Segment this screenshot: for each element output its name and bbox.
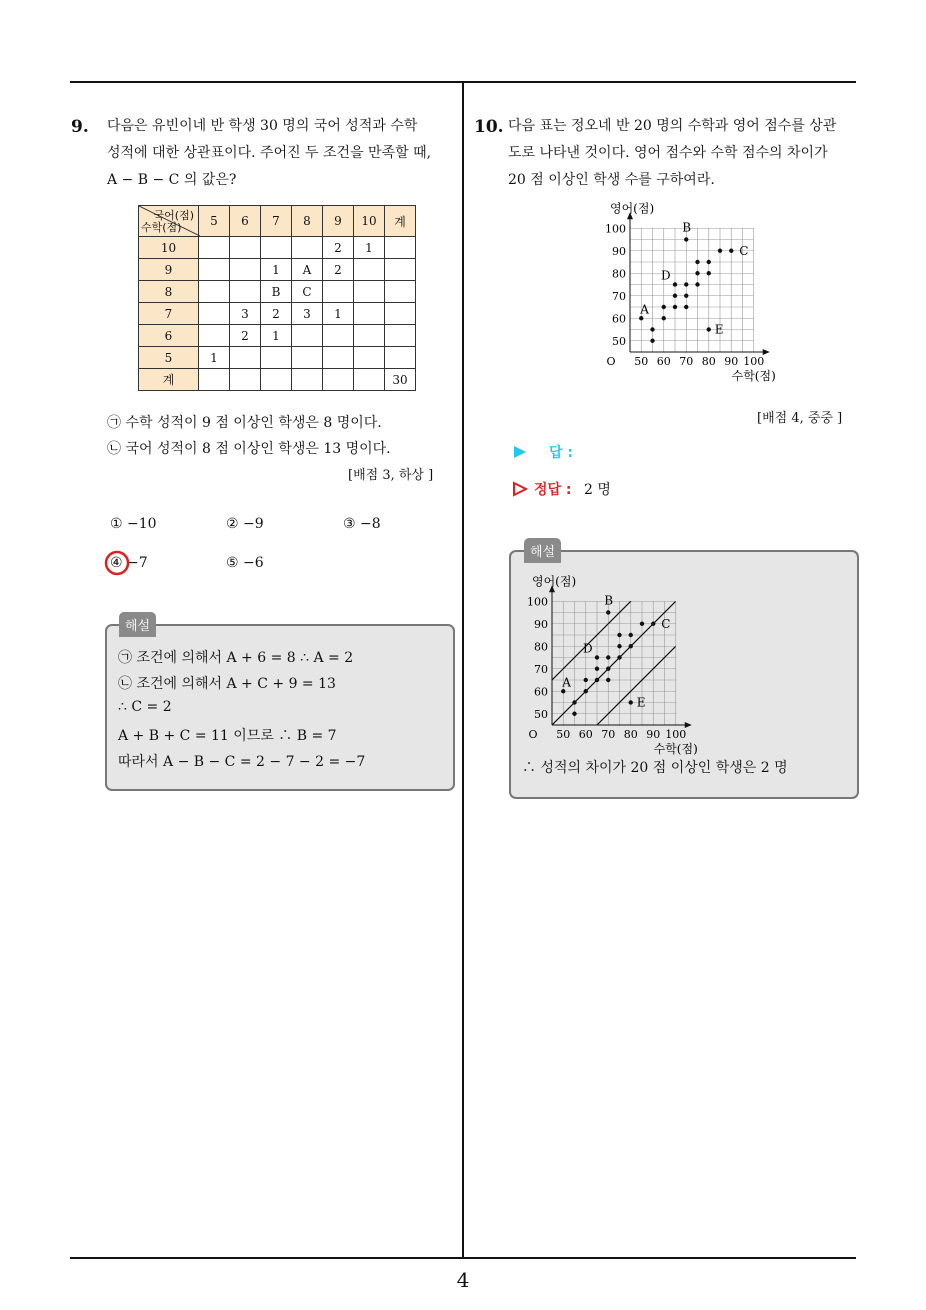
q10-line2: 도로 나타낸 것이다. 영어 점수와 수학 점수의 차이가 — [508, 145, 828, 161]
x-tick-label: 90 — [646, 728, 661, 741]
choice-4[interactable]: ④ −7 — [110, 555, 148, 571]
y-tick-label: 100 — [605, 222, 626, 236]
data-point — [639, 316, 643, 320]
y-tick-label: 60 — [612, 312, 626, 326]
question-10-number: 10. — [474, 117, 504, 137]
q9-solution-line: ㉠ 조건에 의해서 A + 6 = 8 ∴ A = 2 — [118, 650, 354, 666]
point-label: C — [661, 616, 671, 631]
table-cell — [199, 325, 230, 347]
table-cell — [230, 369, 261, 391]
data-point — [684, 282, 688, 286]
q9-line3: A − B − C 의 값은? — [107, 172, 237, 188]
x-tick-label: 60 — [656, 355, 671, 368]
point-label: C — [739, 243, 749, 258]
data-point — [684, 237, 688, 241]
correct-answer-label: 정답 : — [534, 482, 572, 498]
q10-solution-text: ∴ 성적의 차이가 20 점 이상인 학생은 2 명 — [522, 760, 788, 776]
data-point — [673, 305, 677, 309]
table-cell: 30 — [385, 369, 416, 391]
table-cell — [385, 259, 416, 281]
data-point — [617, 633, 621, 637]
row-header: 6 — [139, 325, 199, 347]
row-header: 계 — [139, 369, 199, 391]
table-cell — [354, 347, 385, 369]
correct-answer-value: 2 명 — [584, 482, 611, 498]
data-point — [640, 622, 644, 626]
data-point — [673, 294, 677, 298]
x-tick-label: 100 — [743, 355, 765, 368]
y-tick-label: 70 — [534, 662, 548, 676]
x-tick-label: 100 — [665, 728, 687, 741]
data-point — [650, 327, 654, 331]
table-cell: 3 — [230, 303, 261, 325]
point-label: E — [636, 695, 646, 710]
q9-solution-tab: 해설 — [119, 612, 156, 637]
table-cell — [385, 281, 416, 303]
choice-1[interactable]: ① −10 — [110, 516, 157, 532]
q9-line1: 다음은 유빈이네 반 학생 30 명의 국어 성적과 수학 — [107, 118, 418, 134]
data-point — [695, 271, 699, 275]
table-cell — [354, 281, 385, 303]
x-tick-label: 80 — [701, 355, 716, 368]
data-point — [595, 655, 599, 659]
table-row — [139, 325, 416, 347]
question-9-text — [107, 113, 431, 194]
table-cell: C — [292, 281, 323, 303]
y-tick-label: 70 — [612, 289, 626, 303]
column-header: 7 — [261, 206, 292, 237]
data-point — [606, 678, 610, 682]
table-cell — [385, 237, 416, 259]
correct-answer-triangle-icon — [512, 481, 528, 497]
corner-bottom-label: 수학(점) — [141, 221, 182, 234]
table-cell: A — [292, 259, 323, 281]
data-point — [572, 712, 576, 716]
table-row — [139, 259, 416, 281]
row-header: 9 — [139, 259, 199, 281]
table-cell — [230, 259, 261, 281]
q9-solution-line: 따라서 A − B − C = 2 − 7 − 2 = −7 — [118, 754, 366, 770]
column-header: 6 — [230, 206, 261, 237]
table-cell — [199, 369, 230, 391]
choice-5[interactable]: ⑤ −6 — [226, 555, 264, 571]
column-header: 8 — [292, 206, 323, 237]
table-cell — [230, 347, 261, 369]
data-point — [707, 327, 711, 331]
reference-line — [552, 601, 676, 725]
data-point — [629, 644, 633, 648]
x-tick-label: 50 — [634, 355, 649, 368]
scatter-plot-solution — [512, 568, 712, 758]
y-tick-label: 50 — [612, 334, 626, 348]
q10-line3: 20 점 이상인 학생 수를 구하여라. — [508, 172, 715, 188]
data-point — [684, 294, 688, 298]
y-axis-label: 영어(점) — [532, 574, 577, 589]
q9-solution-line: ㉡ 조건에 의해서 A + C + 9 = 13 — [118, 676, 336, 692]
data-point — [595, 678, 599, 682]
data-point — [572, 700, 576, 704]
data-point — [595, 667, 599, 671]
data-point — [617, 644, 621, 648]
table-cell — [323, 347, 354, 369]
point-label: D — [583, 641, 593, 656]
data-point — [606, 610, 610, 614]
data-point — [606, 655, 610, 659]
question-9-score: [배점 3, 하상 ] — [348, 468, 434, 483]
data-point — [584, 678, 588, 682]
data-point — [673, 282, 677, 286]
table-cell — [354, 325, 385, 347]
table-cell: 1 — [354, 237, 385, 259]
q10-line1: 다음 표는 정오네 반 20 명의 수학과 영어 점수를 상관 — [508, 118, 837, 134]
row-header: 5 — [139, 347, 199, 369]
row-header: 8 — [139, 281, 199, 303]
point-label: A — [640, 302, 649, 317]
table-cell — [292, 325, 323, 347]
correlation-table — [138, 205, 416, 391]
condition-1: ㉠ 수학 성적이 9 점 이상인 학생은 8 명이다. — [107, 415, 382, 431]
data-point — [629, 700, 633, 704]
table-cell: 3 — [292, 303, 323, 325]
data-point — [684, 305, 688, 309]
y-tick-label: 90 — [534, 617, 548, 631]
data-point — [584, 689, 588, 693]
answer-input[interactable] — [580, 440, 840, 462]
corner-top-label: 국어(점) — [153, 209, 194, 222]
x-tick-label: 80 — [623, 728, 638, 741]
x-axis-label: 수학(점) — [731, 369, 776, 383]
table-cell — [323, 281, 354, 303]
table-cell — [354, 369, 385, 391]
y-tick-label: 50 — [534, 707, 548, 721]
table-cell: 1 — [261, 259, 292, 281]
data-point — [629, 633, 633, 637]
y-tick-label: 80 — [534, 640, 548, 654]
point-label: B — [682, 220, 692, 235]
data-point — [707, 271, 711, 275]
data-point — [662, 316, 666, 320]
table-cell: B — [261, 281, 292, 303]
table-cell — [199, 259, 230, 281]
table-cell: 1 — [261, 325, 292, 347]
table-cell: 2 — [323, 237, 354, 259]
table-cell — [354, 259, 385, 281]
x-tick-label: 70 — [679, 355, 694, 368]
q9-solution-line: ∴ C = 2 — [118, 699, 172, 715]
table-cell — [323, 325, 354, 347]
x-tick-label: 90 — [724, 355, 739, 368]
column-header: 10 — [354, 206, 385, 237]
page-number: 4 — [456, 1268, 470, 1292]
y-tick-label: 100 — [527, 595, 548, 609]
y-tick-label: 90 — [612, 244, 626, 258]
table-row — [139, 281, 416, 303]
data-point — [695, 260, 699, 264]
column-header: 5 — [199, 206, 230, 237]
table-cell — [354, 303, 385, 325]
x-tick-label: 60 — [578, 728, 593, 741]
selected-answer-circle-icon — [103, 549, 131, 577]
data-point — [606, 667, 610, 671]
point-label: D — [661, 268, 671, 283]
table-cell: 2 — [323, 259, 354, 281]
table-cell — [323, 369, 354, 391]
q9-solution-line: A + B + C = 11 이므로 ∴ B = 7 — [118, 728, 337, 744]
table-corner — [139, 206, 199, 237]
table-cell — [261, 369, 292, 391]
data-point — [662, 305, 666, 309]
point-label: A — [562, 675, 571, 690]
origin-label: O — [606, 355, 616, 368]
x-tick-label: 50 — [556, 728, 571, 741]
answer-label: 답 : — [549, 445, 573, 461]
data-point — [651, 622, 655, 626]
table-cell: 2 — [230, 325, 261, 347]
table-cell — [385, 303, 416, 325]
table-cell: 1 — [323, 303, 354, 325]
table-cell — [230, 281, 261, 303]
table-cell — [385, 325, 416, 347]
column-header: 9 — [323, 206, 354, 237]
table-cell — [199, 303, 230, 325]
question-10-text — [508, 113, 836, 194]
column-header: 계 — [385, 206, 416, 237]
column-divider — [462, 83, 464, 1259]
table-cell — [292, 347, 323, 369]
row-header: 10 — [139, 237, 199, 259]
table-cell — [385, 347, 416, 369]
table-cell — [230, 237, 261, 259]
data-point — [729, 249, 733, 253]
y-tick-label: 60 — [534, 685, 548, 699]
choice-2[interactable]: ② −9 — [226, 516, 264, 532]
table-row — [139, 369, 416, 391]
q9-line2: 성적에 대한 상관표이다. 주어진 두 조건을 만족할 때, — [107, 145, 432, 161]
table-cell: 2 — [261, 303, 292, 325]
origin-label: O — [528, 728, 538, 741]
table-row — [139, 237, 416, 259]
data-point — [707, 260, 711, 264]
x-axis-label: 수학(점) — [653, 742, 698, 756]
table-cell — [261, 237, 292, 259]
x-tick-label: 70 — [601, 728, 616, 741]
table-row — [139, 303, 416, 325]
scatter-plot-question — [590, 195, 790, 385]
y-tick-label: 80 — [612, 267, 626, 281]
table-cell — [261, 347, 292, 369]
data-point — [718, 249, 722, 253]
bottom-rule — [70, 1257, 856, 1259]
q10-solution-tab: 해설 — [524, 538, 561, 563]
table-row — [139, 347, 416, 369]
data-point — [650, 339, 654, 343]
point-label: E — [714, 322, 724, 337]
table-cell — [292, 237, 323, 259]
question-9-number: 9. — [71, 117, 89, 137]
condition-2: ㉡ 국어 성적이 8 점 이상인 학생은 13 명이다. — [107, 441, 391, 457]
data-point — [561, 689, 565, 693]
table-cell — [199, 281, 230, 303]
question-10-score: [배점 4, 중중 ] — [757, 411, 843, 426]
y-axis-label: 영어(점) — [610, 201, 655, 216]
table-cell: 1 — [199, 347, 230, 369]
row-header: 7 — [139, 303, 199, 325]
answer-triangle-icon — [513, 445, 527, 459]
point-label: B — [604, 593, 614, 608]
choice-3[interactable]: ③ −8 — [343, 516, 381, 532]
table-cell — [292, 369, 323, 391]
table-cell — [199, 237, 230, 259]
data-point — [695, 282, 699, 286]
data-point — [617, 655, 621, 659]
